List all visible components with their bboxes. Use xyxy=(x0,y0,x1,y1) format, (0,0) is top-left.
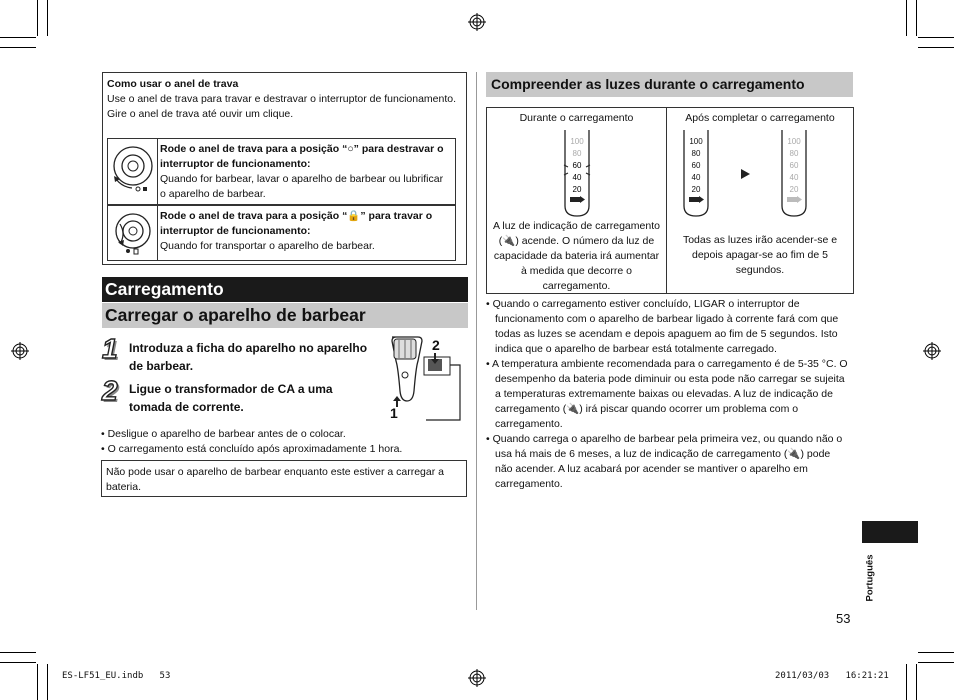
crop-mark xyxy=(0,47,36,48)
lock-ring-box xyxy=(102,72,467,265)
list-item: • O carregamento está concluído após aproximadamente 1 hora. xyxy=(101,443,403,455)
crop-mark xyxy=(916,0,917,36)
level-80: 80 xyxy=(691,149,701,158)
crop-mark xyxy=(906,0,907,36)
list-item: • Quando o carregamento estiver concluído, LIGAR o interruptor de funcionamento com o aparelho de barbear ligado à corrente fará com que todas as luzes se acendam e depois apaguem ao fim de 5 segundos. Isto indica que o aparelho de barbear está totalmente carregado. xyxy=(486,298,839,355)
charging-bullet-list xyxy=(101,427,461,457)
step-2-number: 2 xyxy=(102,375,118,406)
level-20: 20 xyxy=(572,185,582,194)
lights-table xyxy=(486,107,854,294)
step-1-number: 1 xyxy=(102,333,118,364)
crop-mark xyxy=(906,664,907,700)
crop-mark xyxy=(47,0,48,36)
during-charging-head: Durante o carregamento xyxy=(519,112,634,124)
arrow-right-icon xyxy=(739,168,751,180)
registration-mark-icon xyxy=(468,669,486,687)
section-title: Carregamento xyxy=(102,277,468,302)
after-charging-head: Após completar o carregamento xyxy=(685,112,835,124)
crop-mark xyxy=(47,664,48,700)
file-footer: ES-LF51_EU.indb 53 xyxy=(62,671,171,681)
registration-mark-icon xyxy=(11,342,29,360)
language-tab xyxy=(862,521,918,543)
after-charging-desc: Todas as luzes irão acender-se e depois apagar-se ao fim de 5 segundos. xyxy=(682,234,838,276)
crop-mark xyxy=(918,662,954,663)
during-charging-cell xyxy=(487,108,667,293)
list-item: • Desligue o aparelho de barbear antes de o colocar. xyxy=(101,428,346,440)
sub-title: Carregar o aparelho de barbear xyxy=(102,303,468,328)
lights-bullet-list xyxy=(486,297,848,492)
list-item: • Quando carrega o aparelho de barbear pela primeira vez, ou quando não o usa há mais de 6 meses, a luz de indicação de carregamento (🔌) pode não acender. A luz acabará por acender se mantiver o aparelho em carregamento. xyxy=(486,433,843,490)
unlock-ring-icon xyxy=(108,139,158,204)
level-40: 40 xyxy=(572,173,582,182)
lock-row-bold: Rode o anel de trava para a posição “🔒” para travar o interruptor de funcionamento: xyxy=(160,210,433,237)
level-80: 80 xyxy=(789,149,799,158)
crop-mark xyxy=(0,662,36,663)
crop-mark xyxy=(916,664,917,700)
unlock-row xyxy=(107,138,456,205)
level-80: 80 xyxy=(572,149,582,158)
level-20: 20 xyxy=(789,185,799,194)
date-footer: 2011/03/03 16:21:21 xyxy=(775,671,889,681)
lock-ring-icon xyxy=(108,206,158,260)
list-item: • A temperatura ambiente recomendada para o carregamento é de 5-35 °C. O desempenho da bateria pode diminuir ou esta pode não carregar se sujeita a temperaturas extremamente baixas ou elevadas. A luz de indicação de carregamento (🔌) irá piscar quando ocorrer um problema com o carregamento. xyxy=(486,358,848,430)
level-40: 40 xyxy=(789,173,799,182)
language-label-wrap xyxy=(862,548,876,604)
language-label: Português xyxy=(864,554,876,602)
unlock-row-text xyxy=(160,142,451,202)
level-60: 60 xyxy=(789,161,799,170)
crop-mark xyxy=(918,47,954,48)
lock-row xyxy=(107,205,456,261)
figure-label-1: 1 xyxy=(390,405,398,421)
unlock-row-bold: Rode o anel de trava para a posição “○” para destravar o interruptor de funcionamento: xyxy=(160,143,444,170)
figure-label-2: 2 xyxy=(432,337,440,353)
registration-mark-icon xyxy=(468,13,486,31)
charging-note xyxy=(101,460,467,497)
after-charging-cell xyxy=(667,108,853,293)
crop-mark xyxy=(918,652,954,653)
page-number: 53 xyxy=(836,611,851,626)
lights-title: Compreender as luzes durante o carregamento xyxy=(486,72,853,97)
lock-row-text xyxy=(160,209,451,254)
crop-mark xyxy=(37,664,38,700)
level-100: 100 xyxy=(787,137,801,146)
level-20: 20 xyxy=(691,185,701,194)
step-1-text: Introduza a ficha do aparelho no aparelho de barbear. xyxy=(129,341,368,373)
unlock-row-desc: Quando for barbear, lavar o aparelho de barbear ou lubrificar o aparelho de barbear. xyxy=(160,173,444,200)
level-60: 60 xyxy=(572,161,582,170)
lock-row-desc: Quando for transportar o aparelho de barbear. xyxy=(160,240,375,252)
column-divider xyxy=(476,72,477,610)
level-60: 60 xyxy=(691,161,701,170)
during-charging-desc: A luz de indicação de carregamento (🔌) acende. O número da luz de capacidade da bateria irá aumentar à medida que decorre o carregamento. xyxy=(493,220,660,292)
lock-ring-title: Como usar o anel de trava xyxy=(107,78,239,90)
step-2-text: Ligue o transformador de CA a uma tomada de corrente. xyxy=(129,382,333,414)
charging-note-text: Não pode usar o aparelho de barbear enquanto este estiver a carregar a bateria. xyxy=(106,466,444,493)
crop-mark xyxy=(0,652,36,653)
level-100: 100 xyxy=(570,137,584,146)
crop-mark xyxy=(918,37,954,38)
level-100: 100 xyxy=(689,137,703,146)
lock-ring-desc2: Gire o anel de trava até ouvir um clique. xyxy=(107,108,294,120)
crop-mark xyxy=(37,0,38,36)
registration-mark-icon xyxy=(923,342,941,360)
level-40: 40 xyxy=(691,173,701,182)
crop-mark xyxy=(0,37,36,38)
lock-ring-desc: Use o anel de trava para travar e destravar o interruptor de funcionamento. xyxy=(107,93,457,105)
